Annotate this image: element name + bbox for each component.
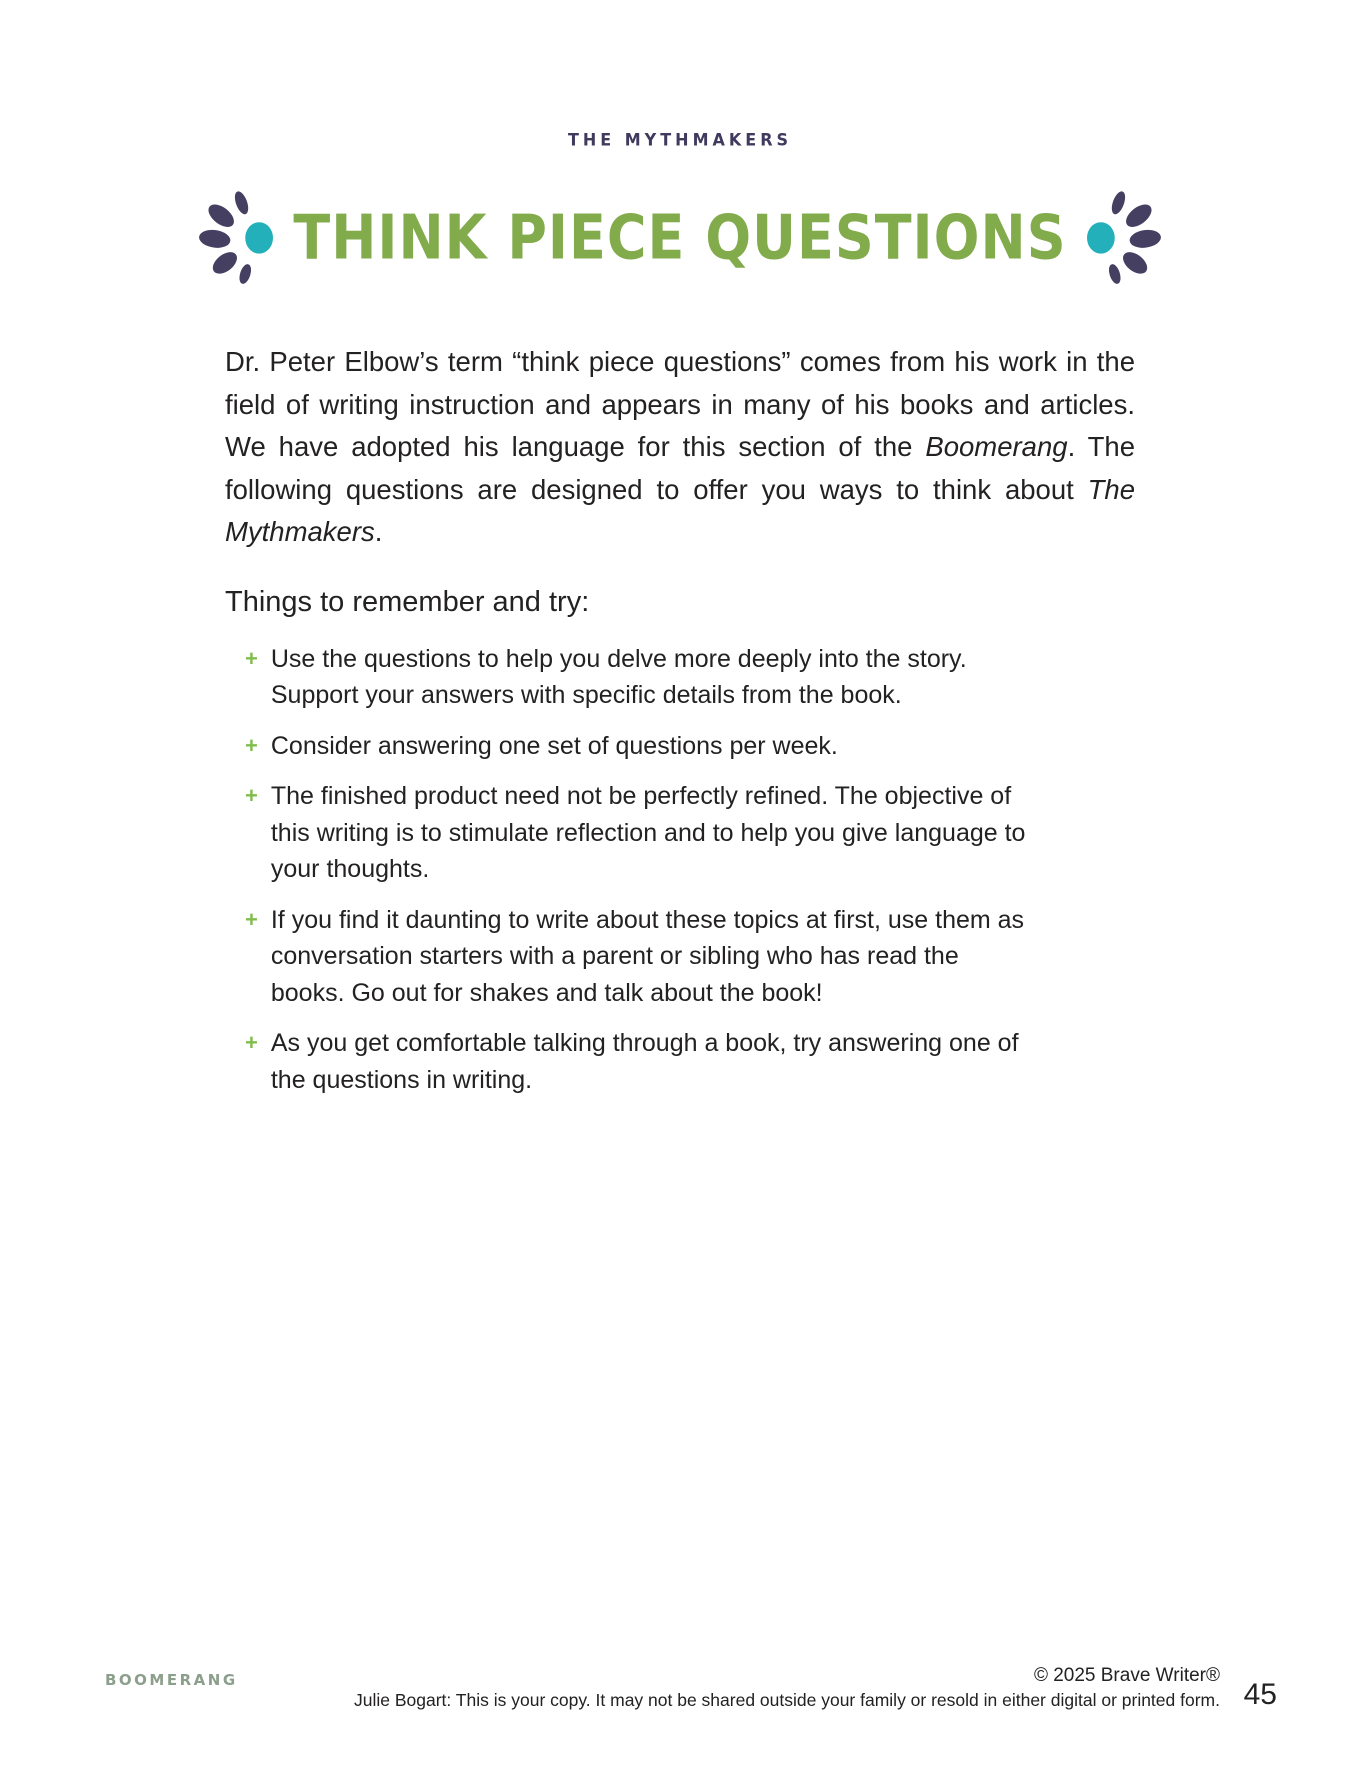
intro-italic-mythmakers: The Mythmakers <box>225 473 1135 547</box>
title-row <box>225 187 1135 287</box>
bullet-text: As you get comfortable talking through a book, try answering one of the questions in writing. <box>270 1029 1019 1094</box>
list-item <box>245 902 1035 1012</box>
bullet-text: Use the questions to help you delve more deeply into the story. Support your answers with specific details from the book. <box>270 644 967 709</box>
plus-bullet-icon: + <box>245 906 258 932</box>
page-number: 45 <box>1243 1678 1277 1711</box>
list-heading: Things to remember and try: <box>225 585 590 618</box>
running-header: THE MYTHMAKERS <box>567 129 793 150</box>
plus-bullet-icon: + <box>245 783 258 808</box>
footer-copyright: © 2025 Brave Writer® <box>1033 1665 1220 1686</box>
footer-legal <box>354 1664 1220 1712</box>
list-item <box>245 641 1035 714</box>
plus-bullet-icon: + <box>245 645 258 671</box>
bullet-list <box>225 641 1135 1099</box>
plus-bullet-icon: + <box>245 732 258 758</box>
plus-bullet-icon: + <box>245 1030 258 1055</box>
content-column <box>225 0 1135 1112</box>
petal-burst-left-icon <box>199 190 273 284</box>
bullet-text: If you find it daunting to write about these topics at first, use them as conversation starters with a parent or sibling who has read the books. Go out for shakes and talk about the book! <box>270 905 1025 1007</box>
petal-burst-right-icon <box>1087 190 1161 284</box>
intro-text: . The following questions are designed to offer you ways to think about <box>225 431 1135 505</box>
bullet-text: Consider answering one set of questions per week. <box>270 731 838 760</box>
intro-italic-boomerang: Boomerang <box>925 431 1068 462</box>
intro-text: Dr. Peter Elbow’s term “think piece questions” comes from his work in the field of writing instruction and appears in many of his books and articles. We have adopted his language for this section of the <box>225 346 1135 462</box>
footer-notice: Julie Bogart: This is your copy. It may not be shared outside your family or resold in either digital or printed form. <box>353 1690 1220 1710</box>
list-item <box>245 778 1035 888</box>
list-item <box>245 1025 1035 1098</box>
footer-brand: BOOMERANG <box>105 1671 238 1689</box>
page-title: THINK PIECE QUESTIONS <box>293 201 1067 273</box>
list-item <box>245 728 1035 765</box>
bullet-text: The finished product need not be perfectly refined. The objective of this writing is to stimulate reflection and to help you give language to your thoughts. <box>270 782 1026 883</box>
intro-paragraph <box>225 341 1135 554</box>
intro-text: . <box>374 516 383 547</box>
